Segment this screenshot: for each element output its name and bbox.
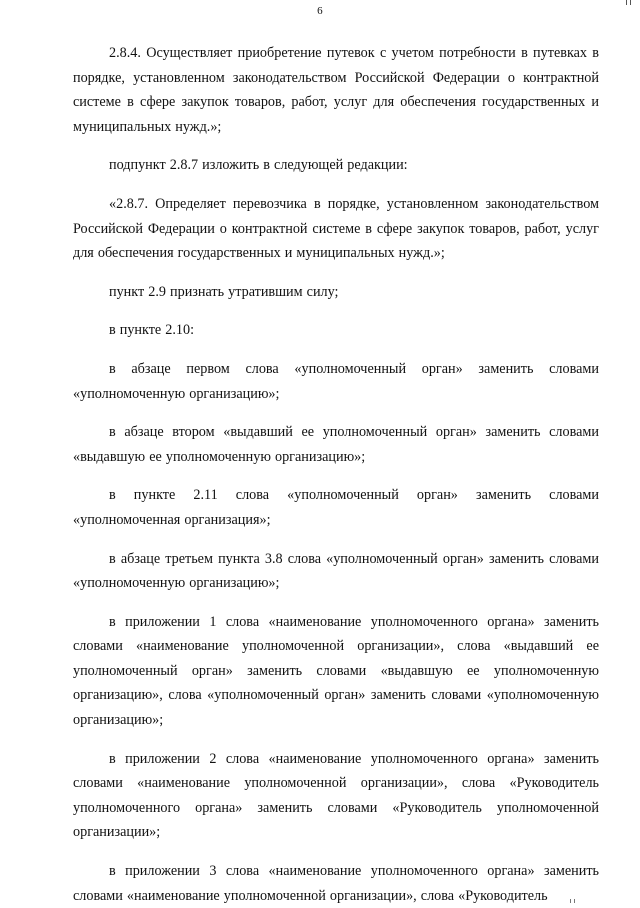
paragraph-item-3-8: в абзаце третьем пункта 3.8 слова «уполномоченный орган» заменить словами «уполномоченную организацию»;	[73, 550, 599, 592]
paragraph-2-10-second: в абзаце втором «выдавший ее уполномоченный орган» заменить словами «выдавшую ее уполномоченную организацию»;	[73, 424, 599, 465]
paragraph-2-8-7: «2.8.7. Определяет перевозчика в порядке, установленном законодательством Российской Федерации о контрактной системе в сфере закупок товаров, работ, услуг для обеспечения государственных и муниципальных нужд.»;	[73, 195, 599, 262]
paragraph-appendix-2: в приложении 2 слова «наименование уполномоченного органа» заменить словами «наименование уполномоченной организации», слова «Руководитель уполномоченного органа» заменить словами «Руководитель уполномоченной организации»;	[73, 750, 599, 841]
scan-bottom-mark	[570, 899, 578, 903]
document-body	[73, 41, 599, 908]
paragraph-2-8-4: 2.8.4. Осуществляет приобретение путевок с учетом потребности в путевках в порядке, установленном законодательством Российской Федерации о контрактной системе в сфере закупок товаров, работ, услуг для обеспечения государственных и муниципальных нужд.»;	[73, 45, 599, 135]
paragraph-item-2-10: в пункте 2.10:	[109, 322, 195, 339]
paragraph-2-10-first: в абзаце первом слова «уполномоченный орган» заменить словами «уполномоченную организацию»;	[73, 360, 599, 402]
page-number: 6	[317, 5, 323, 17]
paragraph-item-2-9: пункт 2.9 признать утратившим силу;	[109, 283, 339, 300]
paragraph-subitem-2-8-7-intro: подпункт 2.8.7 изложить в следующей редакции:	[109, 157, 408, 174]
paragraph-item-2-11: в пункте 2.11 слова «уполномоченный орган» заменить словами «уполномоченная организация»;	[73, 487, 599, 528]
paragraph-appendix-1: в приложении 1 слова «наименование уполномоченного органа» заменить словами «наименование уполномоченной организации», слова «выдавший ее уполномоченный орган» заменить словами «выдавшую ее уполномоченную организацию», слова «уполномоченный орган» заменить словами «уполномоченную организацию»;	[73, 613, 599, 729]
paragraph-appendix-3: в приложении 3 слова «наименование уполномоченного органа» заменить словами «наименование уполномоченной организации», слова «Руководитель	[73, 863, 599, 904]
